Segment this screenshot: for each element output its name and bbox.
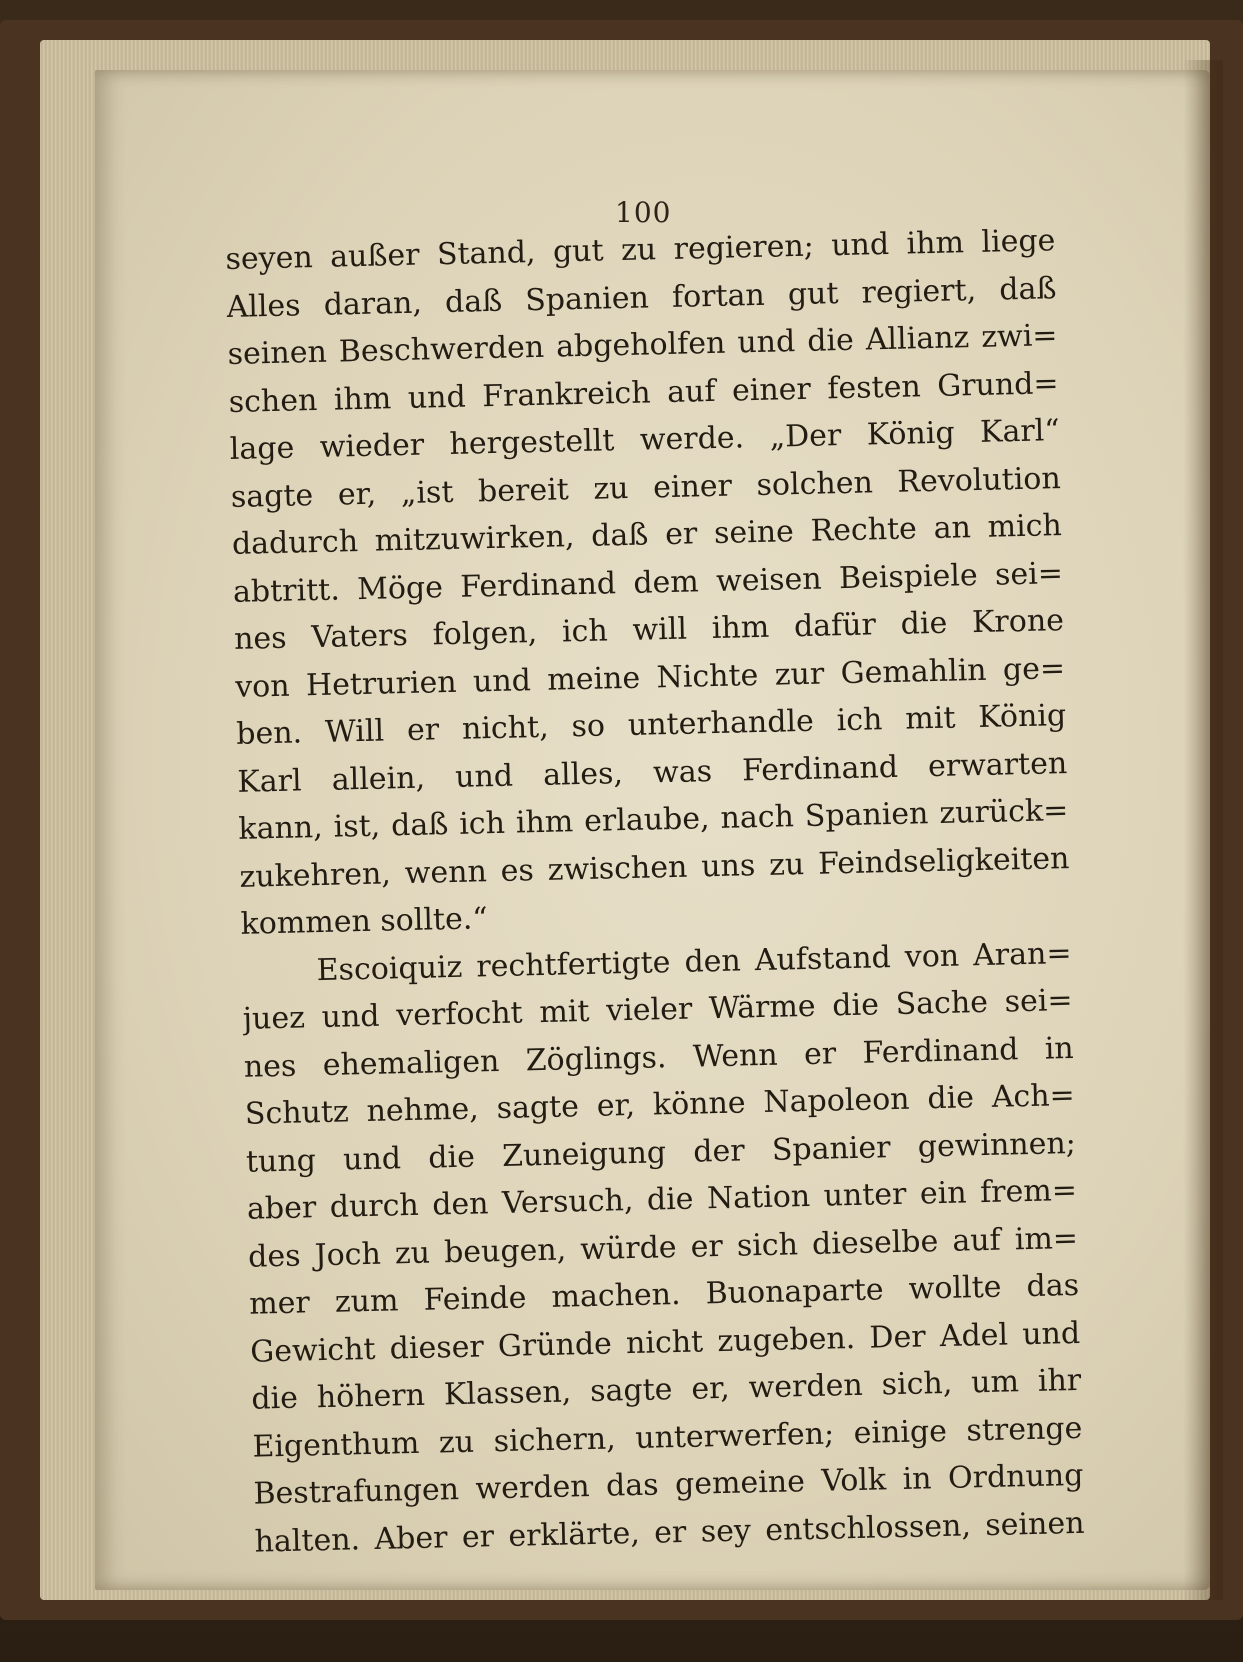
text-line: lage wieder hergestellt werde. „Der König Karl“ <box>229 413 1061 467</box>
text-line: nes ehemaligen Zöglings. Wenn er Ferdinand in <box>243 1030 1075 1085</box>
text-line: Bestrafungen werden das gemeine Volk in Ordnung <box>253 1457 1084 1512</box>
text-line: kann, ist, daß ich ihm erlaube, nach Spanien zurück= <box>238 793 1069 847</box>
text-line: Schutz nehme, sagte er, könne Napoleon die Ach= <box>244 1077 1076 1132</box>
text-line: schen ihm und Frankreich auf einer festen Grund= <box>228 365 1059 420</box>
text-line: halten. Aber er erklärte, er sey entschlossen, seinen <box>254 1505 1085 1560</box>
text-line: sagte er, „ist bereit zu einer solchen Revolution <box>230 460 1062 515</box>
text-line: aber durch den Versuch, die Nation unter ein frem= <box>246 1172 1078 1227</box>
text-line: Karl allein, und alles, was Ferdinand erwarten <box>236 745 1068 800</box>
text-line: Alles daran, daß Spanien fortan gut regiert, daß <box>226 270 1057 325</box>
text-line: seinen Beschwerden abgeholfen und die Allianz zwi= <box>227 318 1058 372</box>
text-line: mer zum Feinde machen. Buonaparte wollte das <box>248 1267 1080 1322</box>
text-line: Eigenthum zu sichern, unterwerfen; einige strenge <box>252 1410 1083 1465</box>
text-line: seyen außer Stand, gut zu regieren; und ihm liege <box>225 223 1056 277</box>
page-text <box>225 217 1085 1565</box>
text-line: abtritt. Möge Ferdinand dem weisen Beispiele sei= <box>232 555 1064 610</box>
text-line: zukehren, wenn es zwischen uns zu Feindseligkeiten <box>239 840 1070 895</box>
text-line: juez und verfocht mit vieler Wärme die Sache sei= <box>242 982 1073 1037</box>
spine-shadow <box>1183 60 1223 1600</box>
text-line: Escoiquiz rechtfertigte den Aufstand von Aran= <box>316 935 1072 988</box>
page-number: 100 <box>615 196 672 229</box>
text-line: nes Vaters folgen, ich will ihm dafür die Krone <box>233 603 1065 657</box>
text-line: von Hetrurien und meine Nichte zur Gemahlin ge= <box>234 650 1066 705</box>
text-line: ben. Will er nicht, so unterhandle ich mit König <box>235 698 1067 752</box>
text-line: die höhern Klassen, sagte er, werden sich, um ihr <box>250 1362 1082 1417</box>
text-line: Gewicht dieser Gründe nicht zugeben. Der Adel und <box>249 1315 1081 1370</box>
text-line: kommen sollte.“ <box>240 901 489 942</box>
text-line: dadurch mitzuwirken, daß er seine Rechte an mich <box>231 508 1063 562</box>
text-line: des Joch zu beugen, würde er sich dieselbe auf im= <box>247 1220 1079 1275</box>
text-line: tung und die Zuneigung der Spanier gewinnen; <box>245 1125 1077 1180</box>
